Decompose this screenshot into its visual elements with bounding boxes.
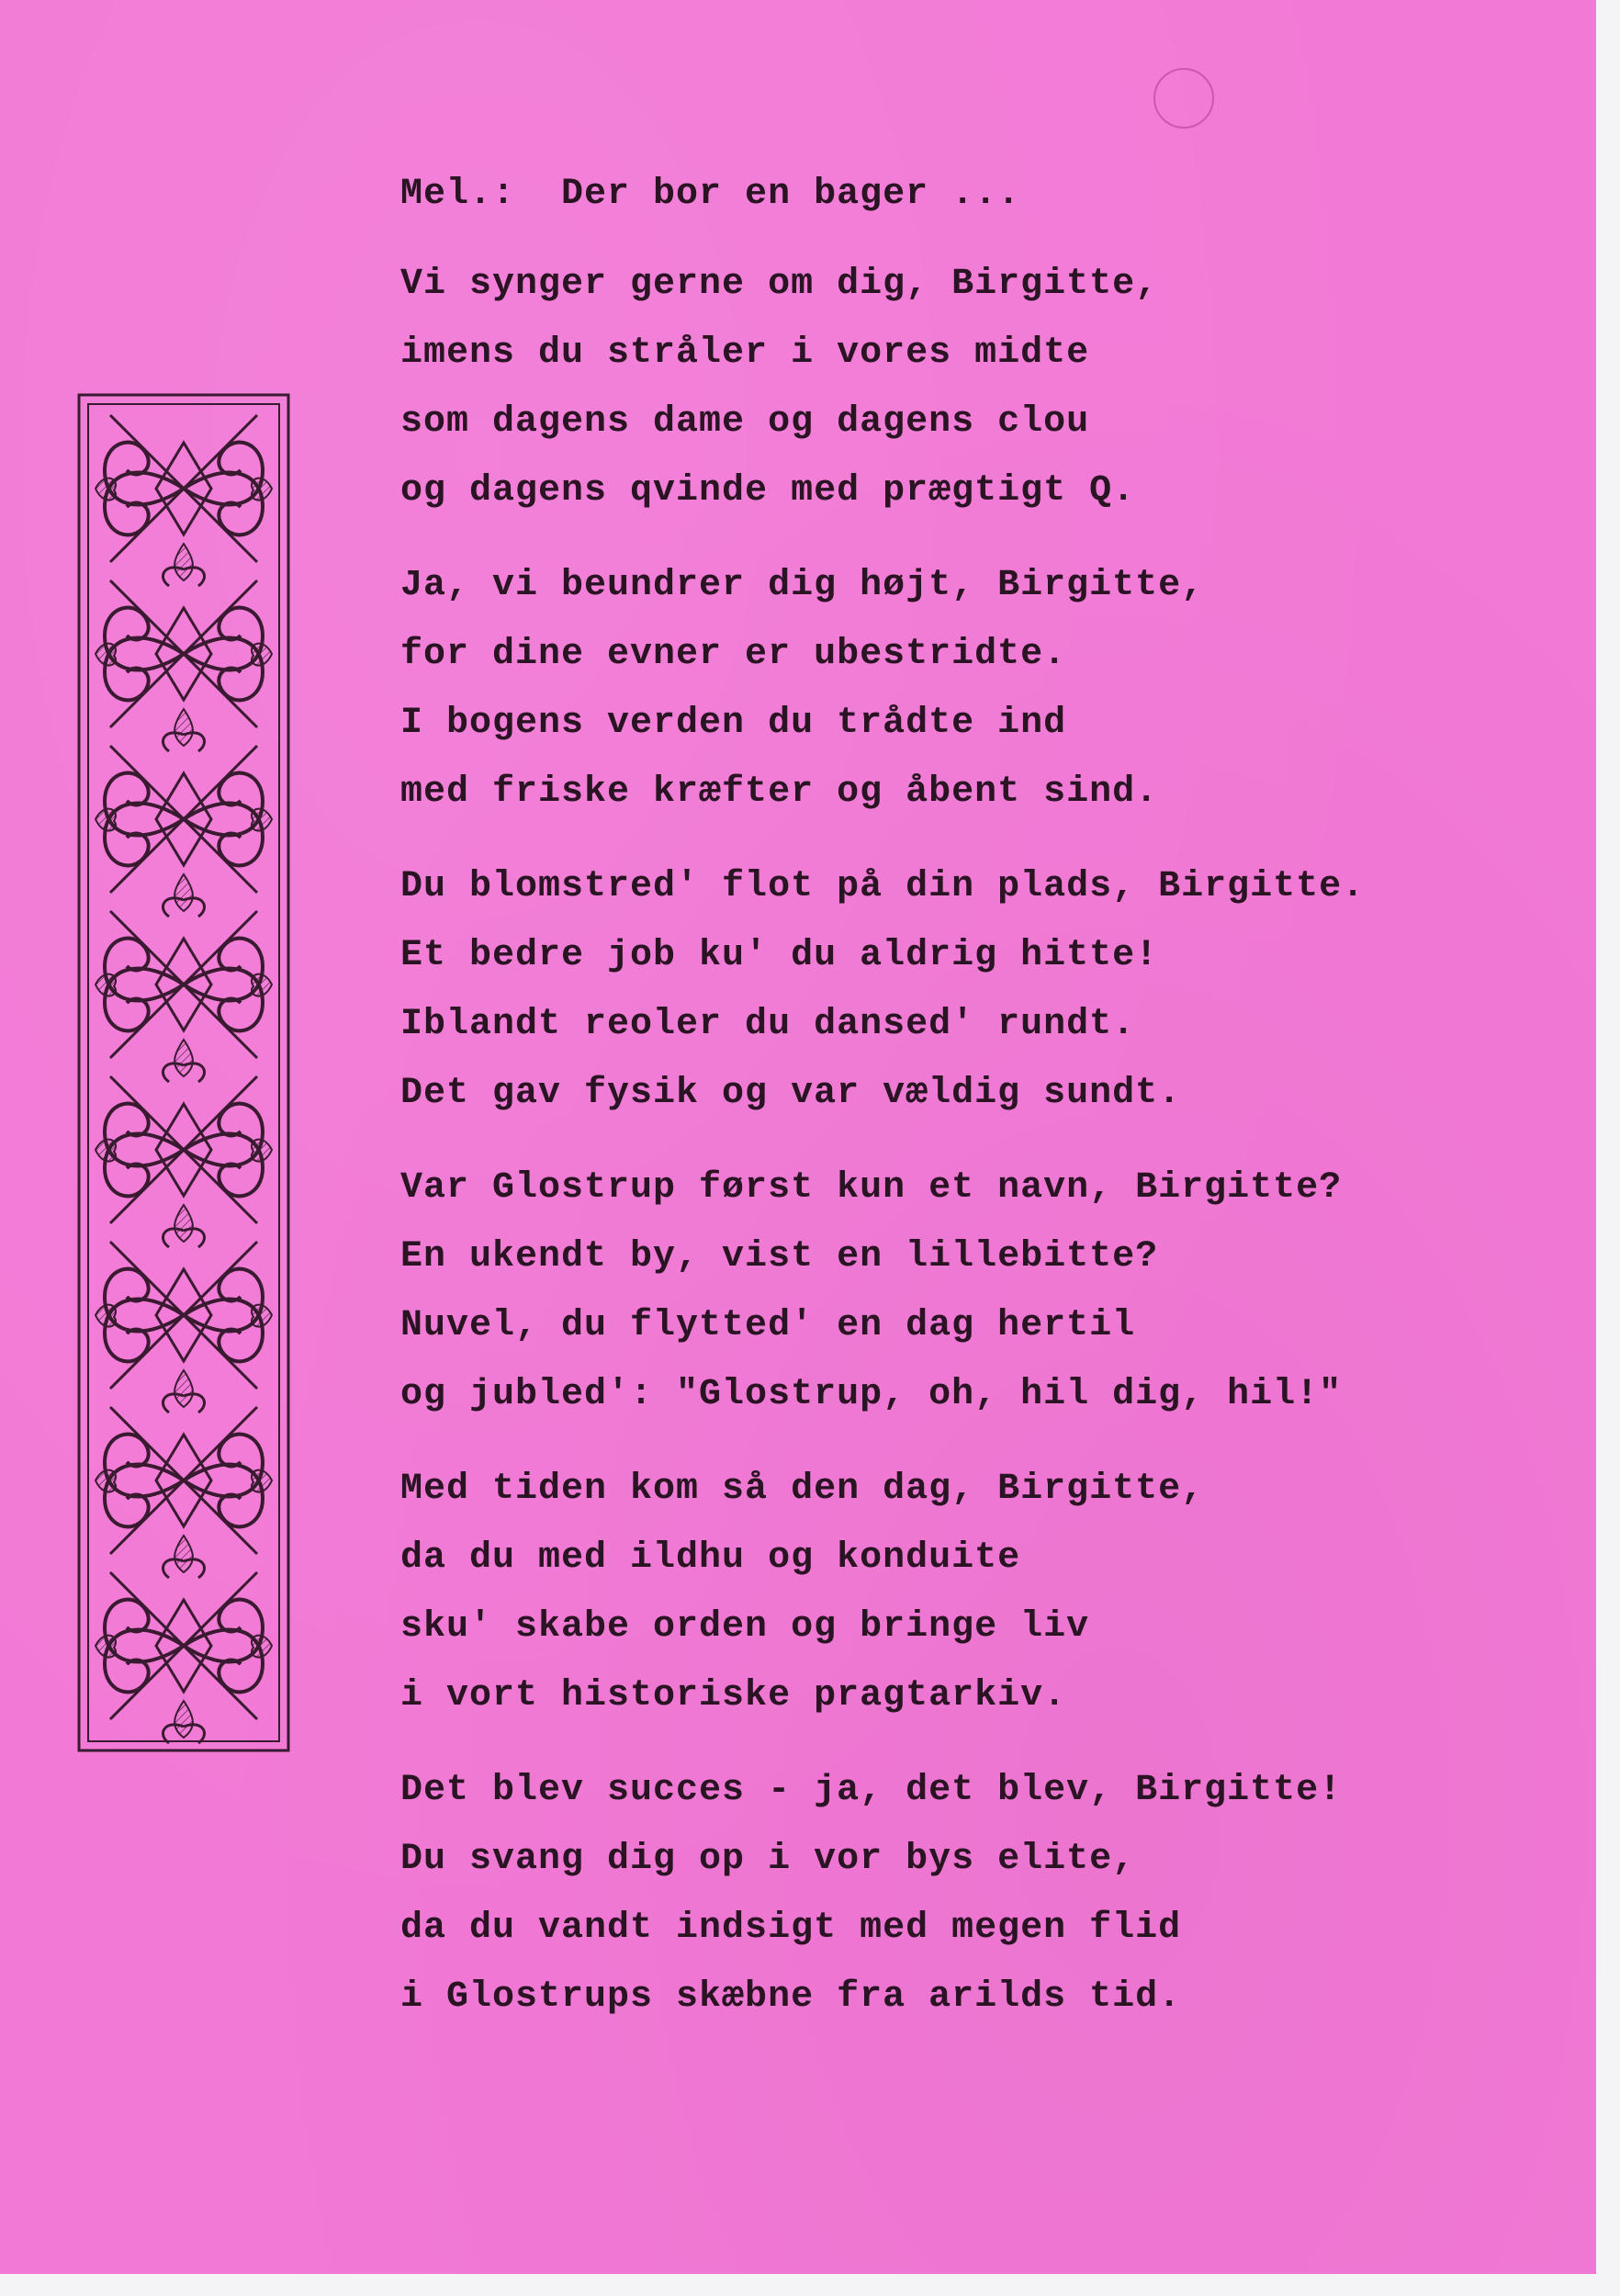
verse-line: Med tiden kom så den dag, Birgitte, [400,1469,1205,1510]
punch-hole [1153,68,1214,129]
verse-line: for dine evner er ubestridte. [400,634,1067,675]
stanza-6 [400,1756,1502,2032]
verse-line: Nuvel, du flytted' en dag hertil [400,1305,1136,1346]
verse-line: Iblandt reoler du dansed' rundt. [400,1004,1136,1045]
verse-line: og dagens qvinde med prægtigt Q. [400,470,1136,512]
verse-line: I bogens verden du trådte ind [400,703,1067,744]
stanza-2 [400,551,1502,827]
song-text [400,165,1502,2032]
stanza-3 [400,852,1502,1128]
verse-line: Vi synger gerne om dig, Birgitte, [400,264,1159,305]
verse-line: imens du stråler i vores midte [400,332,1090,374]
verse-line: og jubled': "Glostrup, oh, hil dig, hil!" [400,1374,1343,1415]
verse-line: da du vandt indsigt med megen flid [400,1908,1182,1949]
verse-line: som dagens dame og dagens clou [400,401,1090,443]
verse-line: da du med ildhu og konduite [400,1537,1021,1579]
verse-line: Et bedre job ku' du aldrig hitte! [400,935,1159,976]
verse-line: Var Glostrup først kun et navn, Birgitte? [400,1167,1343,1209]
decorative-border-ornament [77,393,290,1752]
verse-line: En ukendt by, vist en lillebitte? [400,1236,1159,1277]
verse-line: i Glostrups skæbne fra arilds tid. [400,1976,1182,2018]
verse-line: sku' skabe orden og bringe liv [400,1606,1090,1648]
verse-line: Du svang dig op i vor bys elite, [400,1839,1136,1880]
verse-line: i vort historiske pragtarkiv. [400,1675,1067,1716]
verse-line: Du blomstred' flot på din plads, Birgitte. [400,866,1366,907]
verse-line: Ja, vi beundrer dig højt, Birgitte, [400,565,1205,606]
stanza-5 [400,1455,1502,1730]
verse-line: Det blev succes - ja, det blev, Birgitte! [400,1770,1343,1811]
verse-line: Det gav fysik og var vældig sundt. [400,1073,1182,1114]
melody-line: Mel.: Der bor en bager ... [400,174,1021,215]
stanza-1 [400,250,1502,525]
stanza-4 [400,1154,1502,1429]
verse-line: med friske kræfter og åbent sind. [400,771,1159,813]
